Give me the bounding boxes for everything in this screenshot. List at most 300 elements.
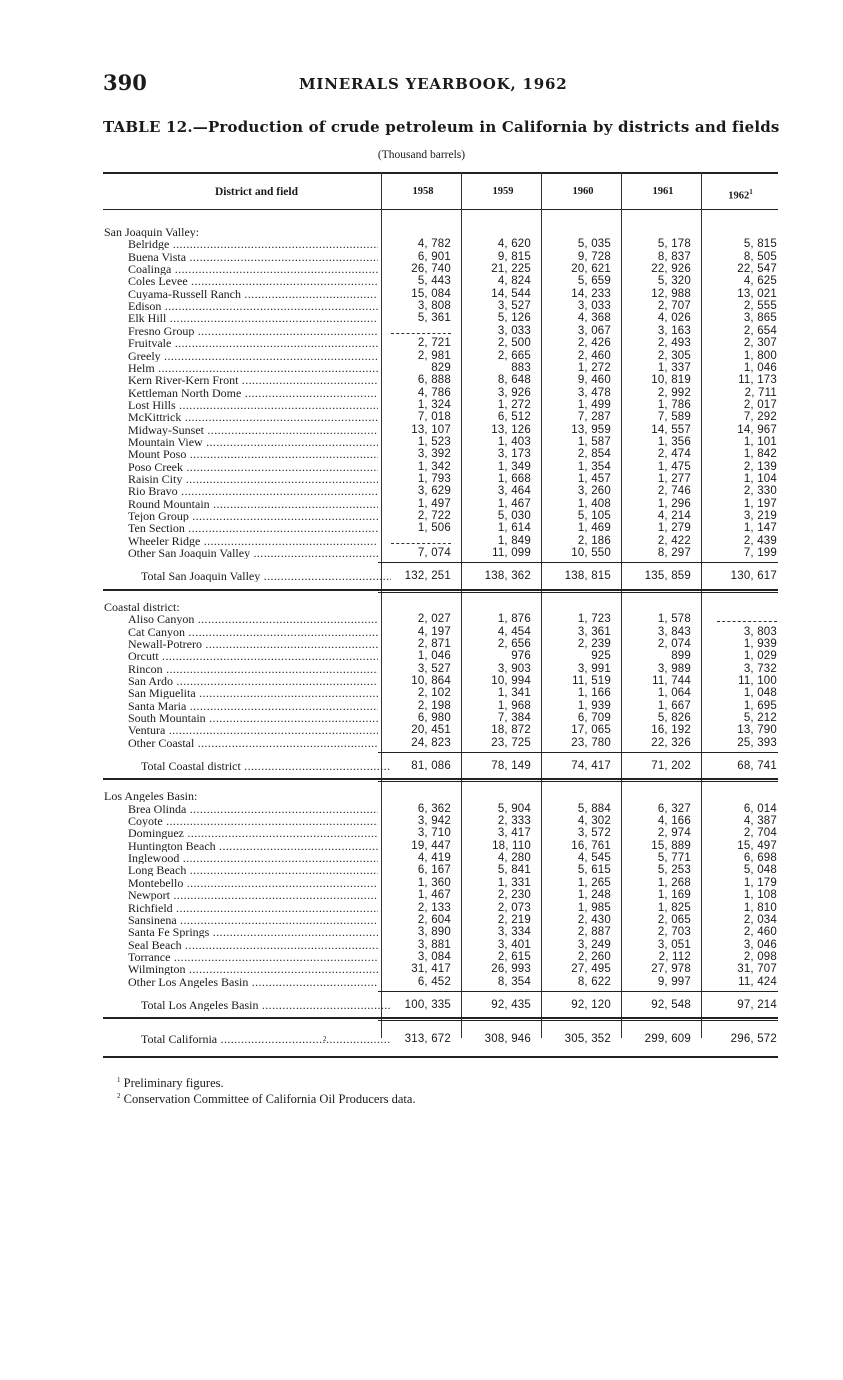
table-row bbox=[103, 650, 778, 662]
cell-value: 26, 993 bbox=[491, 963, 531, 976]
cell-value: 1, 876 bbox=[497, 613, 531, 626]
cell-value: 976 bbox=[511, 650, 531, 663]
cell-value: 26, 740 bbox=[411, 263, 451, 276]
subtotal-rule bbox=[378, 752, 778, 753]
cell-value: 1, 614 bbox=[497, 522, 531, 535]
cell-value: 1, 104 bbox=[743, 473, 777, 485]
cell-value: 3, 051 bbox=[657, 938, 691, 951]
cell-value: 299, 609 bbox=[644, 1033, 691, 1046]
cell-value: 5, 035 bbox=[577, 238, 611, 251]
table-row bbox=[103, 852, 778, 864]
row-label: Round Mountain ..... bbox=[128, 498, 378, 510]
cell-value: 3, 989 bbox=[657, 662, 691, 675]
section-double-rule bbox=[378, 592, 778, 593]
cell-value: 2, 974 bbox=[657, 827, 691, 840]
cell-value: 13, 790 bbox=[737, 724, 777, 737]
cell-value: 18, 110 bbox=[492, 839, 531, 852]
cell-value: 8, 297 bbox=[657, 547, 691, 560]
cell-value: 3, 926 bbox=[497, 386, 531, 399]
table-row bbox=[103, 815, 778, 827]
cell-value: 20, 621 bbox=[571, 263, 611, 276]
cell-value bbox=[381, 535, 451, 547]
row-label: Elk Hill ..... bbox=[128, 312, 378, 324]
cell-value: 97, 214 bbox=[737, 998, 777, 1011]
cell-value: 3, 361 bbox=[577, 625, 611, 638]
cell-value: 3, 417 bbox=[497, 827, 531, 840]
table-row bbox=[103, 510, 778, 522]
cell-value: 3, 991 bbox=[577, 662, 611, 675]
cell-value: 1, 356 bbox=[657, 435, 691, 448]
header-top-rule bbox=[103, 172, 778, 174]
cell-value: 1, 469 bbox=[577, 522, 611, 535]
cell-value: 7, 018 bbox=[417, 411, 451, 424]
cell-value: 2, 992 bbox=[657, 386, 691, 399]
cell-value: 1, 578 bbox=[657, 613, 691, 626]
cell-value: 2, 198 bbox=[417, 699, 451, 712]
cell-value: 3, 732 bbox=[743, 662, 777, 675]
cell-value: 31, 707 bbox=[737, 963, 777, 976]
row-label: Poso Creek ..... bbox=[128, 461, 378, 473]
cell-value: 1, 506 bbox=[417, 522, 451, 535]
cell-value: 2, 017 bbox=[743, 398, 777, 411]
cell-value: 1, 341 bbox=[497, 687, 531, 700]
row-label: Lost Hills ..... bbox=[128, 399, 378, 411]
cell-value: 7, 074 bbox=[417, 547, 451, 560]
page-number: 390 bbox=[103, 70, 147, 95]
table-row bbox=[103, 275, 778, 287]
row-label: Other Coastal ..... bbox=[128, 737, 378, 749]
table-row bbox=[103, 251, 778, 263]
cell-value: 9, 460 bbox=[577, 374, 611, 387]
cell-value: 6, 709 bbox=[577, 711, 611, 724]
cell-value: 4, 419 bbox=[417, 852, 451, 865]
row-label: Fresno Group ..... bbox=[128, 325, 378, 337]
cell-value: 3, 033 bbox=[497, 324, 531, 337]
cell-value: 2, 034 bbox=[743, 913, 777, 926]
row-label: Wilmington ..... bbox=[128, 963, 378, 975]
row-label: Orcutt ..... bbox=[128, 650, 378, 662]
cell-value: 2, 704 bbox=[743, 827, 777, 840]
cell-value: 3, 260 bbox=[577, 485, 611, 498]
cell-value: 25, 393 bbox=[737, 736, 777, 749]
cell-value: 11, 100 bbox=[738, 674, 777, 687]
cell-value: 8, 505 bbox=[743, 250, 777, 263]
section-double-rule bbox=[103, 1017, 778, 1019]
row-label: Sansinena ..... bbox=[128, 914, 378, 926]
cell-value: 2, 500 bbox=[497, 337, 531, 350]
cell-value: 3, 629 bbox=[417, 485, 451, 498]
cell-value: 22, 926 bbox=[651, 263, 691, 276]
cell-value: 4, 824 bbox=[497, 275, 531, 288]
cell-value: 2, 746 bbox=[657, 485, 691, 498]
cell-value: 1, 408 bbox=[577, 497, 611, 510]
row-label: McKittrick ..... bbox=[128, 411, 378, 423]
cell-value: 305, 352 bbox=[564, 1033, 611, 1046]
row-label: Coastal district: bbox=[104, 600, 180, 613]
cell-value: 5, 904 bbox=[497, 802, 531, 815]
table-row bbox=[103, 263, 778, 275]
cell-value: 4, 302 bbox=[577, 815, 611, 828]
cell-value: 24, 823 bbox=[411, 736, 451, 749]
column-header-1959: 1959 bbox=[492, 186, 514, 197]
cell-value: 1, 793 bbox=[417, 473, 451, 485]
cell-value: 10, 994 bbox=[491, 674, 531, 687]
row-label: Brea Olinda ..... bbox=[128, 803, 378, 815]
cell-value: 1, 667 bbox=[657, 699, 691, 712]
total-row bbox=[103, 760, 778, 772]
table-subtitle: (Thousand barrels) bbox=[377, 149, 466, 161]
cell-value: 1, 842 bbox=[743, 448, 777, 461]
cell-value bbox=[381, 325, 451, 337]
cell-value: 3, 219 bbox=[743, 510, 777, 523]
cell-value: 3, 843 bbox=[657, 625, 691, 638]
table-row bbox=[103, 827, 778, 839]
footnote-2: $^2$ Conservation Committee of California Oil Producers data. bbox=[117, 1092, 416, 1107]
cell-value: 92, 120 bbox=[571, 998, 611, 1011]
table-row bbox=[103, 325, 778, 337]
cell-value: 1, 108 bbox=[743, 889, 777, 902]
cell-value: 81, 086 bbox=[411, 760, 451, 772]
empty-cell-dash bbox=[717, 615, 777, 622]
table-row bbox=[103, 626, 778, 638]
cell-value: 2, 615 bbox=[497, 950, 531, 963]
row-label: Seal Beach ..... bbox=[128, 939, 378, 951]
row-label: Dominguez ..... bbox=[128, 827, 378, 839]
cell-value: 4, 454 bbox=[497, 625, 531, 638]
cell-value: 138, 815 bbox=[564, 570, 611, 583]
row-label: Ten Section ..... bbox=[128, 522, 378, 534]
cell-value: 3, 173 bbox=[497, 448, 531, 461]
cell-value: 3, 249 bbox=[577, 938, 611, 951]
cell-value: 2, 711 bbox=[744, 386, 777, 399]
cell-value: 8, 837 bbox=[657, 250, 691, 263]
row-label: Huntington Beach ..... bbox=[128, 840, 378, 852]
row-label: Cuyama-Russell Ranch ..... bbox=[128, 288, 378, 300]
cell-value: 10, 550 bbox=[571, 547, 611, 560]
cell-value: 18, 872 bbox=[491, 724, 531, 737]
cell-value: 1, 968 bbox=[497, 699, 531, 712]
cell-value: 1, 248 bbox=[577, 889, 611, 902]
table-row bbox=[103, 312, 778, 324]
row-label: Midway-Sunset ..... bbox=[128, 424, 378, 436]
cell-value: 2, 305 bbox=[657, 349, 691, 362]
cell-value: 2, 307 bbox=[743, 337, 777, 350]
row-label: Los Angeles Basin: bbox=[104, 790, 198, 803]
cell-value: 4, 625 bbox=[743, 275, 777, 288]
cell-value: 14, 233 bbox=[571, 287, 611, 300]
cell-value: 130, 617 bbox=[730, 570, 777, 583]
cell-value: 1, 349 bbox=[497, 460, 531, 473]
cell-value: 4, 368 bbox=[577, 312, 611, 325]
row-label: Santa Fe Springs ..... bbox=[128, 926, 378, 938]
cell-value: 2, 854 bbox=[577, 448, 611, 461]
row-label: Total California ..... bbox=[141, 1033, 391, 1045]
cell-value: 5, 659 bbox=[577, 275, 611, 288]
cell-value: 1, 147 bbox=[743, 522, 777, 535]
table-row bbox=[103, 613, 778, 625]
column-header-district: District and field bbox=[214, 186, 298, 198]
cell-value: 2, 073 bbox=[497, 901, 531, 914]
cell-value: 1, 825 bbox=[657, 901, 691, 914]
row-label: Newport ..... bbox=[128, 889, 378, 901]
cell-value: 7, 292 bbox=[743, 411, 777, 424]
row-label: San Miguelita ..... bbox=[128, 687, 378, 699]
cell-value: 14, 967 bbox=[737, 423, 777, 436]
cell-value: 2, 703 bbox=[657, 926, 691, 939]
cell-value: 8, 622 bbox=[577, 975, 611, 988]
column-header-1958: 1958 bbox=[412, 186, 434, 197]
table-row bbox=[103, 535, 778, 547]
cell-value: 5, 105 bbox=[577, 510, 611, 523]
cell-value: 1, 354 bbox=[577, 460, 611, 473]
cell-value: 1, 179 bbox=[743, 876, 777, 889]
cell-value: 2, 887 bbox=[577, 926, 611, 939]
table-row bbox=[103, 963, 778, 975]
cell-value: 16, 761 bbox=[571, 839, 611, 852]
cell-value: 3, 334 bbox=[497, 926, 531, 939]
cell-value: 5, 615 bbox=[577, 864, 611, 877]
row-label: South Mountain ..... bbox=[128, 712, 378, 724]
row-label: Greely ..... bbox=[128, 350, 378, 362]
row-label: Aliso Canyon ..... bbox=[128, 613, 378, 625]
cell-value: 4, 782 bbox=[417, 238, 451, 251]
cell-value: 2, 460 bbox=[577, 349, 611, 362]
cell-value: 3, 527 bbox=[497, 300, 531, 313]
table-row bbox=[103, 350, 778, 362]
group-heading bbox=[103, 226, 778, 238]
table-row bbox=[103, 362, 778, 374]
cell-value: 138, 362 bbox=[484, 570, 531, 583]
row-label: Total Los Angeles Basin ..... bbox=[141, 999, 391, 1011]
table-row bbox=[103, 951, 778, 963]
cell-value: 4, 280 bbox=[497, 852, 531, 865]
table-row bbox=[103, 461, 778, 473]
cell-value: 1, 046 bbox=[417, 650, 451, 663]
cell-value: 3, 527 bbox=[417, 662, 451, 675]
cell-value: 3, 572 bbox=[577, 827, 611, 840]
cell-value: 11, 099 bbox=[492, 547, 531, 560]
cell-value: 6, 452 bbox=[417, 975, 451, 988]
cell-value: 5, 443 bbox=[417, 275, 451, 288]
cell-value: 1, 849 bbox=[497, 534, 531, 547]
cell-value: 2, 426 bbox=[577, 337, 611, 350]
cell-value: 10, 819 bbox=[651, 374, 691, 387]
cell-value: 3, 808 bbox=[417, 300, 451, 313]
table-row bbox=[103, 424, 778, 436]
cell-value: 3, 046 bbox=[743, 938, 777, 951]
cell-value: 3, 033 bbox=[577, 300, 611, 313]
row-label: Coles Levee ..... bbox=[128, 275, 378, 287]
cell-value: 4, 387 bbox=[743, 815, 777, 828]
cell-value: 1, 939 bbox=[743, 637, 777, 650]
cell-value: 4, 026 bbox=[657, 312, 691, 325]
cell-value: 313, 672 bbox=[404, 1033, 451, 1046]
cell-value: 2, 604 bbox=[417, 913, 451, 926]
cell-value: 4, 545 bbox=[577, 852, 611, 865]
subtotal-rule bbox=[378, 562, 778, 563]
cell-value: 2, 139 bbox=[743, 460, 777, 473]
cell-value: 4, 786 bbox=[417, 386, 451, 399]
cell-value: 2, 439 bbox=[743, 534, 777, 547]
cell-value: 22, 326 bbox=[651, 736, 691, 749]
row-label: Other San Joaquin Valley ..... bbox=[128, 547, 378, 559]
cell-value: 92, 435 bbox=[491, 998, 531, 1011]
cell-value: 2, 102 bbox=[417, 687, 451, 700]
row-label: Total Coastal district ..... bbox=[141, 760, 391, 772]
cell-value: 132, 251 bbox=[404, 570, 451, 583]
row-label: Mount Poso ..... bbox=[128, 448, 378, 460]
cell-value: 3, 881 bbox=[417, 938, 451, 951]
row-label: Richfield ..... bbox=[128, 902, 378, 914]
cell-value: 1, 197 bbox=[743, 497, 777, 510]
cell-value: 23, 725 bbox=[491, 736, 531, 749]
table-row bbox=[103, 700, 778, 712]
table-row bbox=[103, 939, 778, 951]
cell-value: 8, 648 bbox=[497, 374, 531, 387]
cell-value: 6, 167 bbox=[417, 864, 451, 877]
row-label: San Ardo ..... bbox=[128, 675, 378, 687]
cell-value: 2, 665 bbox=[497, 349, 531, 362]
table-row bbox=[103, 238, 778, 250]
table-row bbox=[103, 374, 778, 386]
header-bottom-rule bbox=[103, 209, 778, 210]
cell-value: 5, 178 bbox=[657, 238, 691, 251]
cell-value: 1, 457 bbox=[577, 473, 611, 485]
cell-value: 6, 901 bbox=[417, 250, 451, 263]
cell-value: 1, 985 bbox=[577, 901, 611, 914]
cell-value: 1, 342 bbox=[417, 460, 451, 473]
cell-value: 1, 331 bbox=[497, 876, 531, 889]
cell-value: 3, 084 bbox=[417, 950, 451, 963]
table-row bbox=[103, 448, 778, 460]
section-double-rule bbox=[103, 778, 778, 780]
cell-value: 2, 074 bbox=[657, 637, 691, 650]
cell-value: 1, 265 bbox=[577, 876, 611, 889]
section-double-rule bbox=[378, 1020, 778, 1021]
cell-value: 20, 451 bbox=[411, 724, 451, 737]
cell-value: 3, 803 bbox=[743, 625, 777, 638]
cell-value: 4, 214 bbox=[657, 510, 691, 523]
cell-value: 829 bbox=[431, 361, 451, 374]
cell-value: 5, 212 bbox=[743, 711, 777, 724]
table-row bbox=[103, 337, 778, 349]
table-row bbox=[103, 411, 778, 423]
cell-value: 92, 548 bbox=[651, 998, 691, 1011]
cell-value: 9, 815 bbox=[497, 250, 531, 263]
table-row bbox=[103, 724, 778, 736]
cell-value: 27, 495 bbox=[571, 963, 611, 976]
row-label: Long Beach ..... bbox=[128, 864, 378, 876]
cell-value: 1, 277 bbox=[657, 473, 691, 485]
cell-value: 7, 199 bbox=[743, 547, 777, 560]
cell-value: 1, 279 bbox=[657, 522, 691, 535]
cell-value: 7, 287 bbox=[577, 411, 611, 424]
row-label: Kettleman North Dome ..... bbox=[128, 387, 378, 399]
cell-value: 27, 978 bbox=[651, 963, 691, 976]
cell-value: 13, 021 bbox=[737, 287, 777, 300]
row-label: Torrance ..... bbox=[128, 951, 378, 963]
cell-value: 2, 330 bbox=[743, 485, 777, 498]
cell-value: 2, 656 bbox=[497, 637, 531, 650]
cell-value: 2, 555 bbox=[743, 300, 777, 313]
cell-value: 14, 557 bbox=[651, 423, 691, 436]
cell-value: 4, 197 bbox=[417, 625, 451, 638]
cell-value: 5, 048 bbox=[743, 864, 777, 877]
cell-value: 1, 668 bbox=[497, 473, 531, 485]
cell-value: 899 bbox=[671, 650, 691, 663]
grand-total-row bbox=[103, 1033, 778, 1045]
cell-value: 13, 959 bbox=[571, 423, 611, 436]
cell-value: 3, 903 bbox=[497, 662, 531, 675]
cell-value: 5, 030 bbox=[497, 510, 531, 523]
cell-value: 6, 888 bbox=[417, 374, 451, 387]
table-row bbox=[103, 737, 778, 749]
cell-value: 2, 474 bbox=[657, 448, 691, 461]
cell-value: 1, 296 bbox=[657, 497, 691, 510]
table-row bbox=[103, 399, 778, 411]
row-label: Montebello ..... bbox=[128, 877, 378, 889]
cell-value: 1, 064 bbox=[657, 687, 691, 700]
column-header-1962: 1962$^1$ bbox=[728, 188, 753, 202]
row-label: Santa Maria ..... bbox=[128, 700, 378, 712]
row-label: Kern River-Kern Front ..... bbox=[128, 374, 378, 386]
row-label: Helm ..... bbox=[128, 362, 378, 374]
cell-value: 1, 523 bbox=[417, 435, 451, 448]
cell-value: 68, 741 bbox=[737, 760, 777, 772]
table-row bbox=[103, 522, 778, 534]
cell-value: 7, 384 bbox=[497, 711, 531, 724]
cell-value: 6, 512 bbox=[497, 411, 531, 424]
row-label: Newall-Potrero ..... bbox=[128, 638, 378, 650]
running-title: MINERALS YEARBOOK, 1962 bbox=[299, 75, 568, 93]
cell-value: 2, 722 bbox=[417, 510, 451, 523]
cell-value: 5, 884 bbox=[577, 802, 611, 815]
section-double-rule bbox=[103, 589, 778, 591]
cell-value: 6, 014 bbox=[743, 802, 777, 815]
cell-value: 3, 942 bbox=[417, 815, 451, 828]
cell-value: 1, 272 bbox=[577, 361, 611, 374]
cell-value: 11, 173 bbox=[738, 374, 777, 387]
table-row bbox=[103, 840, 778, 852]
row-label: Coalinga ..... bbox=[128, 263, 378, 275]
row-label: Cat Canyon ..... bbox=[128, 626, 378, 638]
table-row bbox=[103, 877, 778, 889]
cell-value: 3, 163 bbox=[657, 324, 691, 337]
row-label: Inglewood ..... bbox=[128, 852, 378, 864]
cell-value: 1, 939 bbox=[577, 699, 611, 712]
row-label: Fruitvale ..... bbox=[128, 337, 378, 349]
cell-value: 7, 589 bbox=[657, 411, 691, 424]
table-title: TABLE 12.—Production of crude petroleum in California by districts and fields bbox=[103, 118, 780, 136]
empty-cell-dash bbox=[391, 537, 451, 544]
cell-value: 23, 780 bbox=[571, 736, 611, 749]
table-row bbox=[103, 663, 778, 675]
footnote-1: $^1$ Preliminary figures. bbox=[117, 1076, 224, 1091]
cell-value: 15, 084 bbox=[411, 287, 451, 300]
cell-value: 2, 871 bbox=[417, 637, 451, 650]
cell-value: 21, 225 bbox=[491, 263, 531, 276]
table-row bbox=[103, 902, 778, 914]
cell-value: 17, 065 bbox=[571, 724, 611, 737]
total-row bbox=[103, 570, 778, 582]
total-row bbox=[103, 999, 778, 1011]
footnote-mark: 2 bbox=[323, 1035, 327, 1044]
cell-value: 1, 101 bbox=[743, 435, 777, 448]
table-row bbox=[103, 288, 778, 300]
cell-value: 1, 324 bbox=[417, 398, 451, 411]
cell-value: 78, 149 bbox=[491, 760, 531, 772]
cell-value: 71, 202 bbox=[651, 760, 691, 772]
